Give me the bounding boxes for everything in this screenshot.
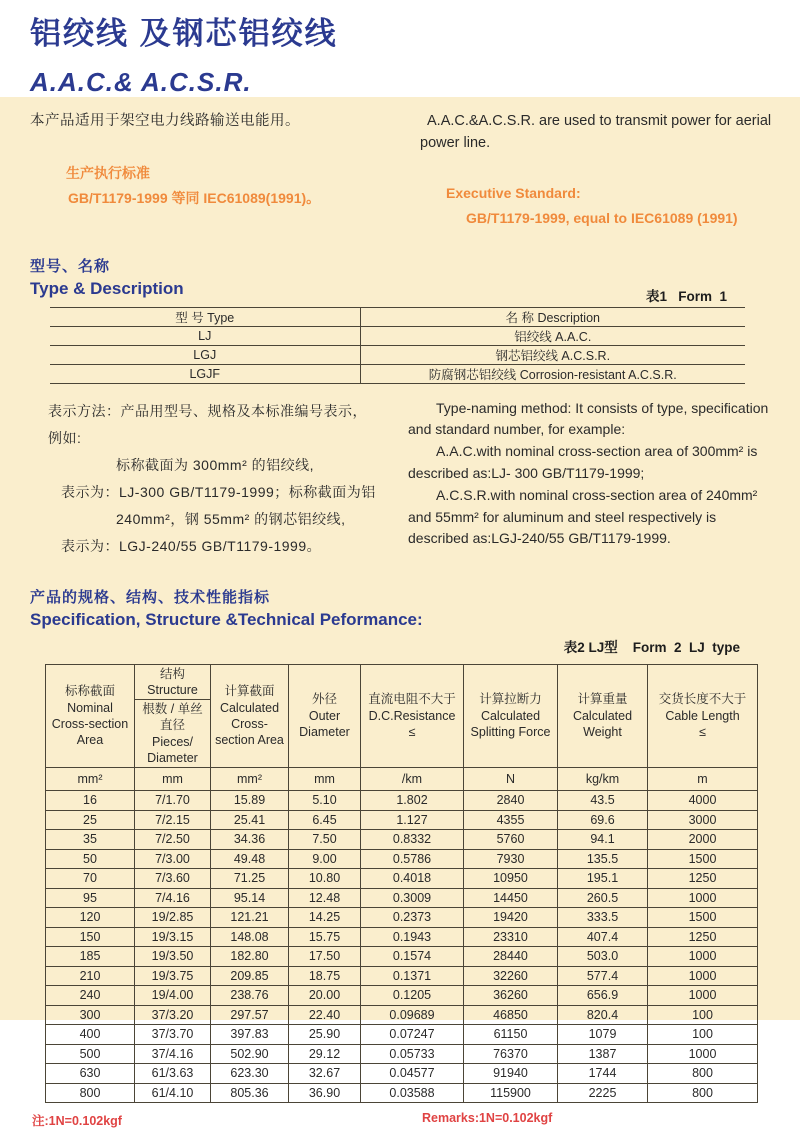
intro-section [30, 111, 772, 229]
col-header-structure [135, 664, 211, 700]
table-cell: 7.50 [289, 830, 361, 850]
table-cell: 502.90 [211, 1044, 289, 1064]
table-cell: 1.802 [361, 791, 464, 811]
specification-table [45, 664, 758, 1104]
intro-en-text: A.A.C.&A.C.S.R. are used to transmit power for aerial power line. [420, 113, 772, 151]
table-cell: 18.75 [289, 966, 361, 986]
table-cell: 1000 [648, 986, 758, 1006]
col-header-weight [558, 664, 648, 768]
col-header-cable-length [648, 664, 758, 768]
table-cell: 32260 [464, 966, 558, 986]
table-cell: 10.80 [289, 869, 361, 889]
header-zh: 结构 [159, 666, 185, 681]
unit-cell: mm [289, 768, 361, 791]
footer-notes [30, 1111, 772, 1131]
naming-line-zh: 240mm²，钢 55mm² 的钢芯铝绞线, [116, 510, 346, 527]
col-header-type: 型 号 Type [50, 307, 360, 326]
table-cell: 19420 [464, 908, 558, 928]
header-zh: 计算重量 [577, 692, 628, 707]
table-row [46, 966, 758, 986]
table-cell: 76370 [464, 1044, 558, 1064]
standard-label-zh: 生产执行标准 [66, 164, 150, 181]
table-row [46, 888, 758, 908]
col-header-dc-resistance [361, 664, 464, 768]
table-cell: 800 [648, 1083, 758, 1103]
table-cell: 94.1 [558, 830, 648, 850]
table-cell: 20.00 [289, 986, 361, 1006]
table-cell: 1.127 [361, 810, 464, 830]
table-cell: 50 [46, 849, 135, 869]
table-cell: 0.8332 [361, 830, 464, 850]
header-en: Cable Length [665, 708, 740, 723]
table-cell: 135.5 [558, 849, 648, 869]
table-cell: 260.5 [558, 888, 648, 908]
table-cell: 623.30 [211, 1064, 289, 1084]
table-cell: 69.6 [558, 810, 648, 830]
table-cell: 2840 [464, 791, 558, 811]
table-cell: 0.1371 [361, 966, 464, 986]
spec-header-row [46, 664, 758, 700]
table-cell: 钢芯铝绞线 A.C.S.R. [360, 345, 745, 364]
table-cell: 805.36 [211, 1083, 289, 1103]
header-zh: 直流电阻不大于 [368, 692, 456, 707]
table-cell: 7/1.70 [135, 791, 211, 811]
header-zh: 外径 [311, 692, 337, 707]
table-row [46, 810, 758, 830]
header-en: Calculated Splitting Force [470, 708, 551, 739]
col-header-calculated-area [211, 664, 289, 768]
unit-cell: N [464, 768, 558, 791]
table-cell: 1500 [648, 849, 758, 869]
unit-cell: mm [135, 768, 211, 791]
type-description-table [50, 307, 745, 384]
less-equal-symbol: ≤ [408, 724, 416, 739]
table-cell: 7930 [464, 849, 558, 869]
naming-en [408, 398, 772, 560]
header-zh: 计算拉断力 [479, 692, 542, 707]
naming-line-zh: 标称截面为 300mm² 的铝绞线, [116, 456, 315, 473]
form1-label: 表1 Form 1 [645, 288, 727, 304]
table-cell: 71.25 [211, 869, 289, 889]
table-cell: 1250 [648, 927, 758, 947]
table-cell: 800 [648, 1064, 758, 1084]
naming-paragraph-en: A.A.C.with nominal cross-section area of 300mm² is described as:LJ- 300 GB/T1179-1999; [408, 443, 758, 481]
table-cell: 185 [46, 947, 135, 967]
table-row [46, 908, 758, 928]
table-cell: 61/4.10 [135, 1083, 211, 1103]
header-en: Outer Diameter [299, 708, 350, 739]
col-header-description: 名 称 Description [360, 307, 745, 326]
table-cell: 1000 [648, 888, 758, 908]
table-row [46, 1005, 758, 1025]
table-cell: 209.85 [211, 966, 289, 986]
table-row [46, 986, 758, 1006]
table-cell: 70 [46, 869, 135, 889]
table-cell: 5760 [464, 830, 558, 850]
table-cell: 182.80 [211, 947, 289, 967]
table-cell: 10950 [464, 869, 558, 889]
intro-zh-text: 本产品适用于架空电力线路输送电能用。 [30, 113, 300, 129]
table-cell: 9.00 [289, 849, 361, 869]
table-cell: 防腐钢芯铝绞线 Corrosion-resistant A.C.S.R. [360, 364, 745, 383]
table-cell: 577.4 [558, 966, 648, 986]
table-cell: 1500 [648, 908, 758, 928]
header-zh: 根数 / 单丝直径 [142, 702, 203, 733]
header-en: Structure [147, 682, 198, 697]
table-cell: 32.67 [289, 1064, 361, 1084]
table-cell: 36.90 [289, 1083, 361, 1103]
naming-line-zh: 表示为：LGJ-240/55 GB/T1179-1999。 [61, 537, 322, 554]
header-zh: 交货长度不大于 [658, 692, 747, 707]
table-cell: 7/3.00 [135, 849, 211, 869]
note-zh: 注:1N=0.102kgf [32, 1114, 122, 1129]
col-header-nominal-area [46, 664, 135, 768]
header-en: Nominal Cross-section Area [51, 700, 129, 748]
table-row [46, 869, 758, 889]
table-cell: 333.5 [558, 908, 648, 928]
table-cell: 36260 [464, 986, 558, 1006]
intro-en-column [420, 111, 772, 229]
table-cell: 铝绞线 A.A.C. [360, 326, 745, 345]
col-subheader-pieces-diameter [135, 700, 211, 768]
table-cell: 195.1 [558, 869, 648, 889]
table-cell: 1250 [648, 869, 758, 889]
table-header-row [50, 307, 745, 326]
table-cell: 28440 [464, 947, 558, 967]
table-row [50, 364, 745, 383]
naming-line-zh: 表示方法：产品用型号、规格及本标准编号表示，例如: [48, 402, 367, 446]
units-row [46, 768, 758, 791]
table-cell: 19/3.15 [135, 927, 211, 947]
table-cell: 16 [46, 791, 135, 811]
form2-label: 表2 LJ型 Form 2 LJ type [563, 639, 740, 655]
table-cell: 0.1574 [361, 947, 464, 967]
table-cell: 0.05733 [361, 1044, 464, 1064]
unit-cell: mm² [46, 768, 135, 791]
page-header [0, 0, 800, 97]
table-cell: LGJ [50, 345, 360, 364]
table-cell: 19/3.50 [135, 947, 211, 967]
table-cell: 95.14 [211, 888, 289, 908]
header-en: Calculated Cross- section Area [215, 700, 284, 748]
table-row [46, 947, 758, 967]
table-cell: 397.83 [211, 1025, 289, 1045]
table-cell: 1000 [648, 1044, 758, 1064]
table-cell: 19/3.75 [135, 966, 211, 986]
unit-cell: mm² [211, 768, 289, 791]
table-cell: 100 [648, 1025, 758, 1045]
table-cell: 148.08 [211, 927, 289, 947]
col-header-splitting-force [464, 664, 558, 768]
table-cell: LGJF [50, 364, 360, 383]
naming-paragraph-en: Type-naming method: It consists of type, specification and standard number, for example: [408, 399, 769, 438]
table-row [46, 791, 758, 811]
table-cell: 7/3.60 [135, 869, 211, 889]
table-cell: 1744 [558, 1064, 648, 1084]
header-zh: 计算截面 [224, 684, 275, 699]
table-cell: 2225 [558, 1083, 648, 1103]
naming-section [30, 398, 772, 560]
table-cell: 300 [46, 1005, 135, 1025]
table-cell: 0.4018 [361, 869, 464, 889]
spec-table-body [46, 791, 758, 1103]
table-cell: 22.40 [289, 1005, 361, 1025]
table-cell: 0.5786 [361, 849, 464, 869]
type-table-body [50, 326, 745, 383]
table-row [46, 849, 758, 869]
table-cell: 25 [46, 810, 135, 830]
table-cell: 17.50 [289, 947, 361, 967]
table-cell: 121.21 [211, 908, 289, 928]
table-cell: 95 [46, 888, 135, 908]
table-cell: 25.90 [289, 1025, 361, 1045]
table-cell: 46850 [464, 1005, 558, 1025]
standard-label-en: Executive Standard: [446, 184, 581, 201]
intro-zh-column [30, 111, 382, 229]
table-cell: 1000 [648, 947, 758, 967]
table-cell: 1079 [558, 1025, 648, 1045]
table-cell: 0.03588 [361, 1083, 464, 1103]
table-cell: 210 [46, 966, 135, 986]
table-cell: 150 [46, 927, 135, 947]
section2-heading-zh: 产品的规格、结构、技术性能指标 [30, 588, 271, 606]
table-cell: 5.10 [289, 791, 361, 811]
unit-cell: m [648, 768, 758, 791]
note-en: Remarks:1N=0.102kgf [422, 1111, 553, 1126]
table-cell: 91940 [464, 1064, 558, 1084]
table-row [50, 326, 745, 345]
table-cell: 61/3.63 [135, 1064, 211, 1084]
section1-heading-en: Type & Description [30, 278, 184, 298]
table-cell: 630 [46, 1064, 135, 1084]
table-cell: 15.75 [289, 927, 361, 947]
table-cell: 3000 [648, 810, 758, 830]
naming-zh [30, 398, 380, 560]
table-row [46, 1064, 758, 1084]
header-zh: 标称截面 [64, 684, 115, 699]
table-cell: 23310 [464, 927, 558, 947]
table-cell: 0.04577 [361, 1064, 464, 1084]
unit-cell: /km [361, 768, 464, 791]
naming-paragraph-en: A.C.S.R.with nominal cross-section area of 240mm² and 55mm² for aluminum and steel respectively is described as:LGJ-240/55 GB/T1179-1999. [408, 486, 758, 547]
table-cell: 6.45 [289, 810, 361, 830]
table-cell: 0.2373 [361, 908, 464, 928]
table-cell: 4000 [648, 791, 758, 811]
table-cell: 656.9 [558, 986, 648, 1006]
table-cell: LJ [50, 326, 360, 345]
table-cell: 0.09689 [361, 1005, 464, 1025]
section2-heading-en: Specification, Structure &Technical Peformance: [30, 609, 423, 629]
table-cell: 400 [46, 1025, 135, 1045]
table-cell: 35 [46, 830, 135, 850]
table-cell: 34.36 [211, 830, 289, 850]
table-cell: 297.57 [211, 1005, 289, 1025]
table-cell: 503.0 [558, 947, 648, 967]
standard-value-en: GB/T1179-1999, equal to IEC61089 (1991) [466, 209, 738, 226]
table-cell: 7/2.15 [135, 810, 211, 830]
table-cell: 1000 [648, 966, 758, 986]
table-cell: 12.48 [289, 888, 361, 908]
header-en: D.C.Resistance [368, 708, 456, 723]
section1-heading-zh: 型号、名称 [30, 257, 111, 275]
table-cell: 1387 [558, 1044, 648, 1064]
table-cell: 7/4.16 [135, 888, 211, 908]
table-cell: 4355 [464, 810, 558, 830]
page-subtitle: A.A.C.& A.C.S.R. [30, 67, 252, 97]
table-cell: 37/3.20 [135, 1005, 211, 1025]
table-row [46, 1025, 758, 1045]
table-cell: 14450 [464, 888, 558, 908]
page-title: 铝绞线 及钢芯铝绞线 [30, 16, 338, 51]
table-row [46, 927, 758, 947]
naming-line-zh: 表示为：LJ-300 GB/T1179-1999；标称截面为铝 [61, 483, 376, 500]
header-en: Calculated Weight [572, 708, 633, 739]
table-cell: 14.25 [289, 908, 361, 928]
table-cell: 19/4.00 [135, 986, 211, 1006]
table-cell: 2000 [648, 830, 758, 850]
table-cell: 61150 [464, 1025, 558, 1045]
standard-value-zh: GB/T1179-1999 等同 IEC61089(1991)。 [68, 189, 321, 206]
header-en: Pieces/ Diameter [147, 734, 198, 765]
unit-cell: kg/km [558, 768, 648, 791]
table-cell: 820.4 [558, 1005, 648, 1025]
table-cell: 25.41 [211, 810, 289, 830]
table-cell: 800 [46, 1083, 135, 1103]
table-row [50, 345, 745, 364]
table-cell: 37/3.70 [135, 1025, 211, 1045]
table-cell: 240 [46, 986, 135, 1006]
table-cell: 238.76 [211, 986, 289, 1006]
page-body [0, 97, 800, 1129]
table-cell: 43.5 [558, 791, 648, 811]
section2-heading [30, 586, 772, 630]
table-cell: 29.12 [289, 1044, 361, 1064]
table-row [46, 1083, 758, 1103]
less-equal-symbol: ≤ [699, 724, 706, 739]
table-cell: 0.1205 [361, 986, 464, 1006]
table-row [46, 1044, 758, 1064]
table-cell: 115900 [464, 1083, 558, 1103]
table-cell: 15.89 [211, 791, 289, 811]
col-header-outer-diameter [289, 664, 361, 768]
table-cell: 0.07247 [361, 1025, 464, 1045]
table-cell: 500 [46, 1044, 135, 1064]
table-cell: 19/2.85 [135, 908, 211, 928]
table-cell: 49.48 [211, 849, 289, 869]
table-row [46, 830, 758, 850]
table-cell: 0.1943 [361, 927, 464, 947]
table-cell: 0.3009 [361, 888, 464, 908]
table-cell: 407.4 [558, 927, 648, 947]
table-cell: 7/2.50 [135, 830, 211, 850]
table-cell: 37/4.16 [135, 1044, 211, 1064]
table-cell: 120 [46, 908, 135, 928]
table-cell: 100 [648, 1005, 758, 1025]
